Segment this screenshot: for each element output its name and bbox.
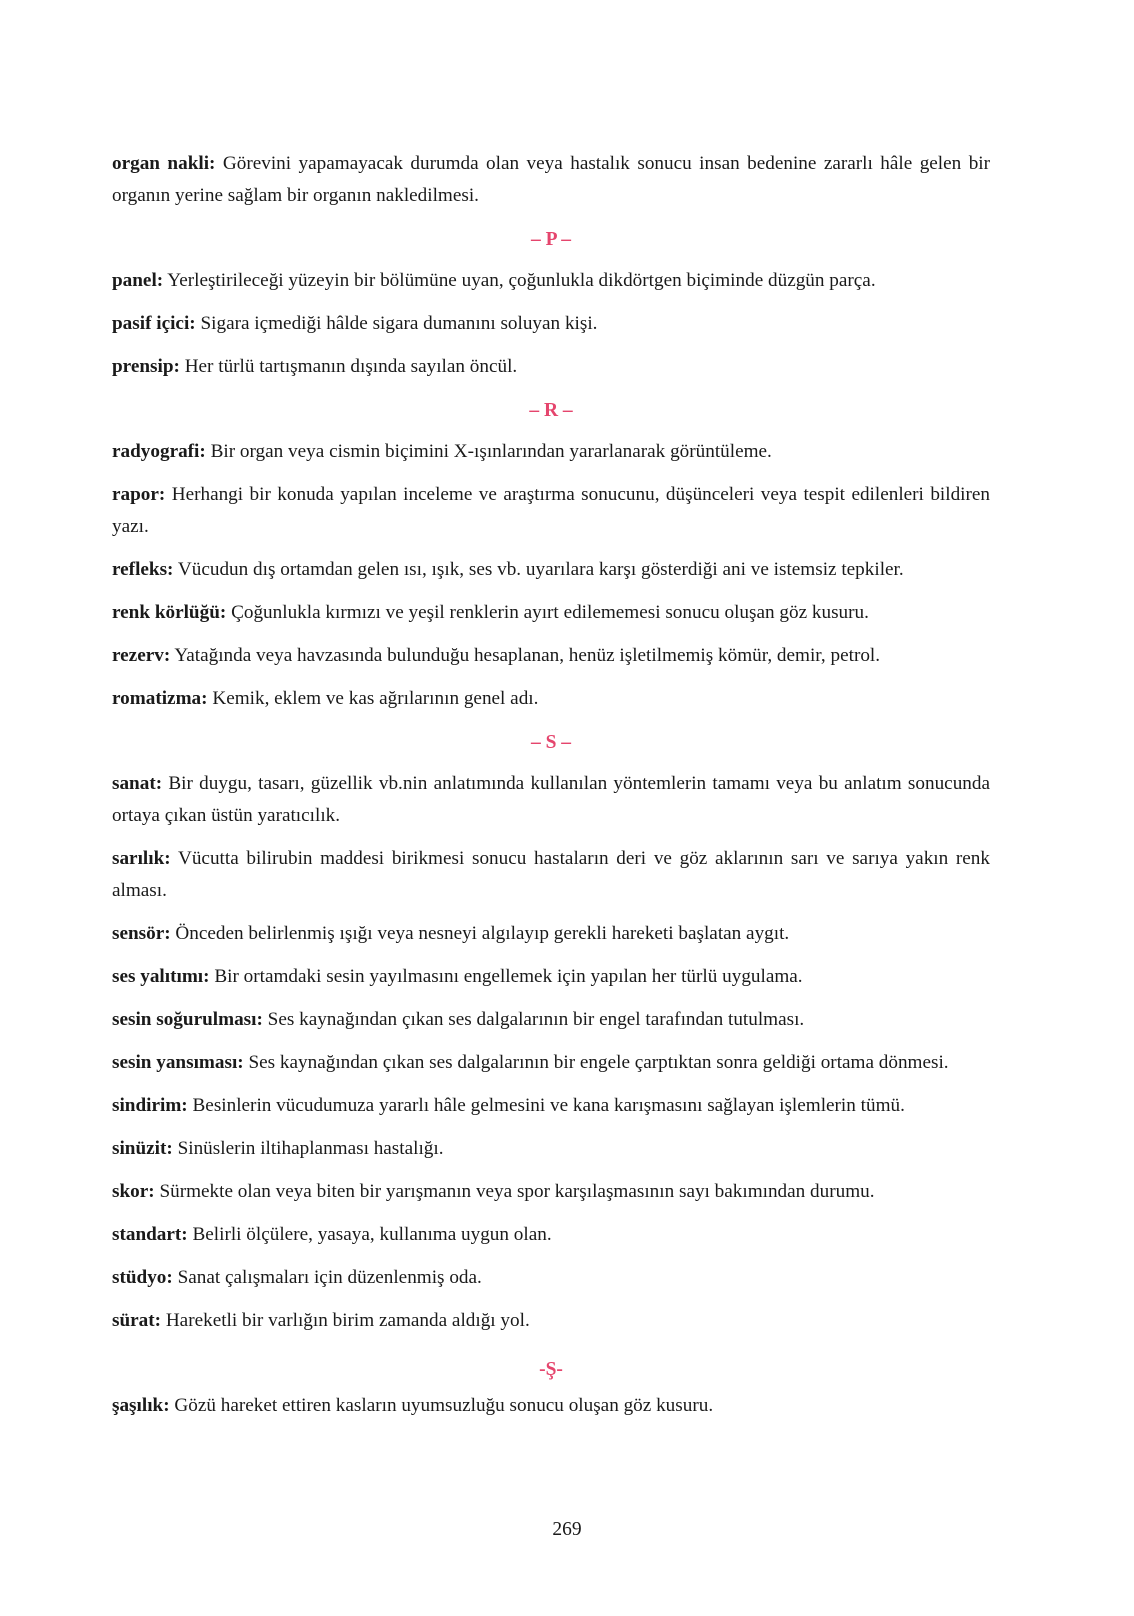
term: ses yalıtımı: xyxy=(112,966,210,987)
definition: Belirli ölçülere, yasaya, kullanıma uygun olan. xyxy=(192,1224,552,1245)
term: prensip: xyxy=(112,356,180,377)
term: sesin soğurulması: xyxy=(112,1009,263,1030)
definition: Besinlerin vücudumuza yararlı hâle gelmesini ve kana karışmasını sağlayan işlemlerin tümü. xyxy=(192,1095,905,1116)
definition: Sigara içmediği hâlde sigara dumanını soluyan kişi. xyxy=(200,313,598,334)
term: panel: xyxy=(112,270,164,291)
term: organ nakli: xyxy=(112,153,216,174)
definition: Sanat çalışmaları için düzenlenmiş oda. xyxy=(177,1267,482,1288)
definition: Yatağında veya havzasında bulunduğu hesaplanan, henüz işletilmemiş kömür, demir, petrol. xyxy=(174,645,881,666)
glossary-entry xyxy=(112,918,990,950)
glossary-entry xyxy=(112,640,990,672)
definition: Bir duygu, tasarı, güzellik vb.nin anlatımında kullanılan yöntemlerin tamamı veya bu anlatım sonucunda ortaya çıkan üstün yaratıcılık. xyxy=(112,773,990,826)
term: sanat: xyxy=(112,773,163,794)
definition: Bir ortamdaki sesin yayılmasını engellemek için yapılan her türlü uygulama. xyxy=(214,966,803,987)
glossary-entry xyxy=(112,1219,990,1251)
definition: Herhangi bir konuda yapılan inceleme ve araştırma sonucunu, düşünceleri veya tespit edilenleri bildiren yazı. xyxy=(112,484,991,537)
definition: Sürmekte olan veya biten bir yarışmanın veya spor karşılaşmasının sayı bakımından durumu. xyxy=(159,1181,875,1202)
glossary-entry xyxy=(112,148,990,212)
glossary-entry xyxy=(112,265,990,297)
term: standart: xyxy=(112,1224,188,1245)
glossary-entry xyxy=(112,1305,990,1337)
glossary-entry xyxy=(112,843,990,907)
term: şaşılık: xyxy=(112,1395,170,1416)
glossary-entry xyxy=(112,479,990,543)
term: renk körlüğü: xyxy=(112,602,227,623)
definition: Vücudun dış ortamdan gelen ısı, ışık, ses vb. uyarılara karşı gösterdiği ani ve istemsiz tepkiler. xyxy=(177,559,904,580)
definition: Bir organ veya cismin biçimini X-ışınlarından yararlanarak görüntüleme. xyxy=(210,441,772,462)
term: rezerv: xyxy=(112,645,171,666)
definition: Önceden belirlenmiş ışığı veya nesneyi algılayıp gerekli hareketi başlatan aygıt. xyxy=(175,923,790,944)
letter-heading: – P – xyxy=(530,229,572,250)
glossary-entry xyxy=(112,683,990,715)
glossary-entry xyxy=(112,1090,990,1122)
glossary-entry xyxy=(112,961,990,993)
glossary-entry xyxy=(112,1390,990,1422)
term: sarılık: xyxy=(112,848,171,869)
term: sensör: xyxy=(112,923,171,944)
term: stüdyo: xyxy=(112,1267,173,1288)
glossary-entry xyxy=(112,1176,990,1208)
definition: Kemik, eklem ve kas ağrılarının genel adı. xyxy=(212,688,539,709)
term: sinüzit: xyxy=(112,1138,173,1159)
definition: Ses kaynağından çıkan ses dalgalarının bir engel tarafından tutulması. xyxy=(267,1009,805,1030)
term: rapor: xyxy=(112,484,166,505)
definition: Ses kaynağından çıkan ses dalgalarının bir engele çarptıktan sonra geldiği ortama dönmesi. xyxy=(248,1052,949,1073)
definition: Gözü hareket ettiren kasların uyumsuzluğu sonucu oluşan göz kusuru. xyxy=(174,1395,714,1416)
glossary-page xyxy=(112,148,990,1433)
letter-heading: – S – xyxy=(530,732,572,753)
glossary-entry xyxy=(112,308,990,340)
page-number: 269 xyxy=(552,1519,582,1540)
glossary-section-p xyxy=(112,225,990,383)
glossary-entry xyxy=(112,1004,990,1036)
glossary-section-o xyxy=(112,148,990,212)
glossary-entry xyxy=(112,554,990,586)
term: skor: xyxy=(112,1181,155,1202)
term: pasif içici: xyxy=(112,313,196,334)
term: romatizma: xyxy=(112,688,208,709)
letter-heading: – R – xyxy=(529,400,573,421)
term: sindirim: xyxy=(112,1095,188,1116)
letter-heading: -Ş- xyxy=(539,1359,563,1380)
definition: Görevini yapamayacak durumda olan veya hastalık sonucu insan bedenine zararlı hâle gelen bir organın yerine sağlam bir organın nakledilmesi. xyxy=(112,153,991,206)
definition: Yerleştirileceği yüzeyin bir bölümüne uyan, çoğunlukla dikdörtgen biçiminde düzgün parça. xyxy=(167,270,876,291)
glossary-entry xyxy=(112,1262,990,1294)
glossary-section-sh xyxy=(112,1355,990,1422)
glossary-entry xyxy=(112,768,990,832)
definition: Vücutta bilirubin maddesi birikmesi sonucu hastaların deri ve göz aklarının sarı ve sarıya yakın renk alması. xyxy=(112,848,990,901)
glossary-section-r xyxy=(112,396,990,715)
definition: Hareketli bir varlığın birim zamanda aldığı yol. xyxy=(165,1310,530,1331)
term: sesin yansıması: xyxy=(112,1052,244,1073)
glossary-entry xyxy=(112,1047,990,1079)
definition: Sinüslerin iltihaplanması hastalığı. xyxy=(177,1138,444,1159)
term: sürat: xyxy=(112,1310,162,1331)
glossary-section-s xyxy=(112,728,990,1337)
glossary-entry xyxy=(112,436,990,468)
term: radyografi: xyxy=(112,441,206,462)
term: refleks: xyxy=(112,559,174,580)
glossary-entry xyxy=(112,597,990,629)
glossary-entry xyxy=(112,351,990,383)
definition: Çoğunlukla kırmızı ve yeşil renklerin ayırt edilememesi sonucu oluşan göz kusuru. xyxy=(231,602,869,623)
glossary-entry xyxy=(112,1133,990,1165)
definition: Her türlü tartışmanın dışında sayılan öncül. xyxy=(184,356,518,377)
